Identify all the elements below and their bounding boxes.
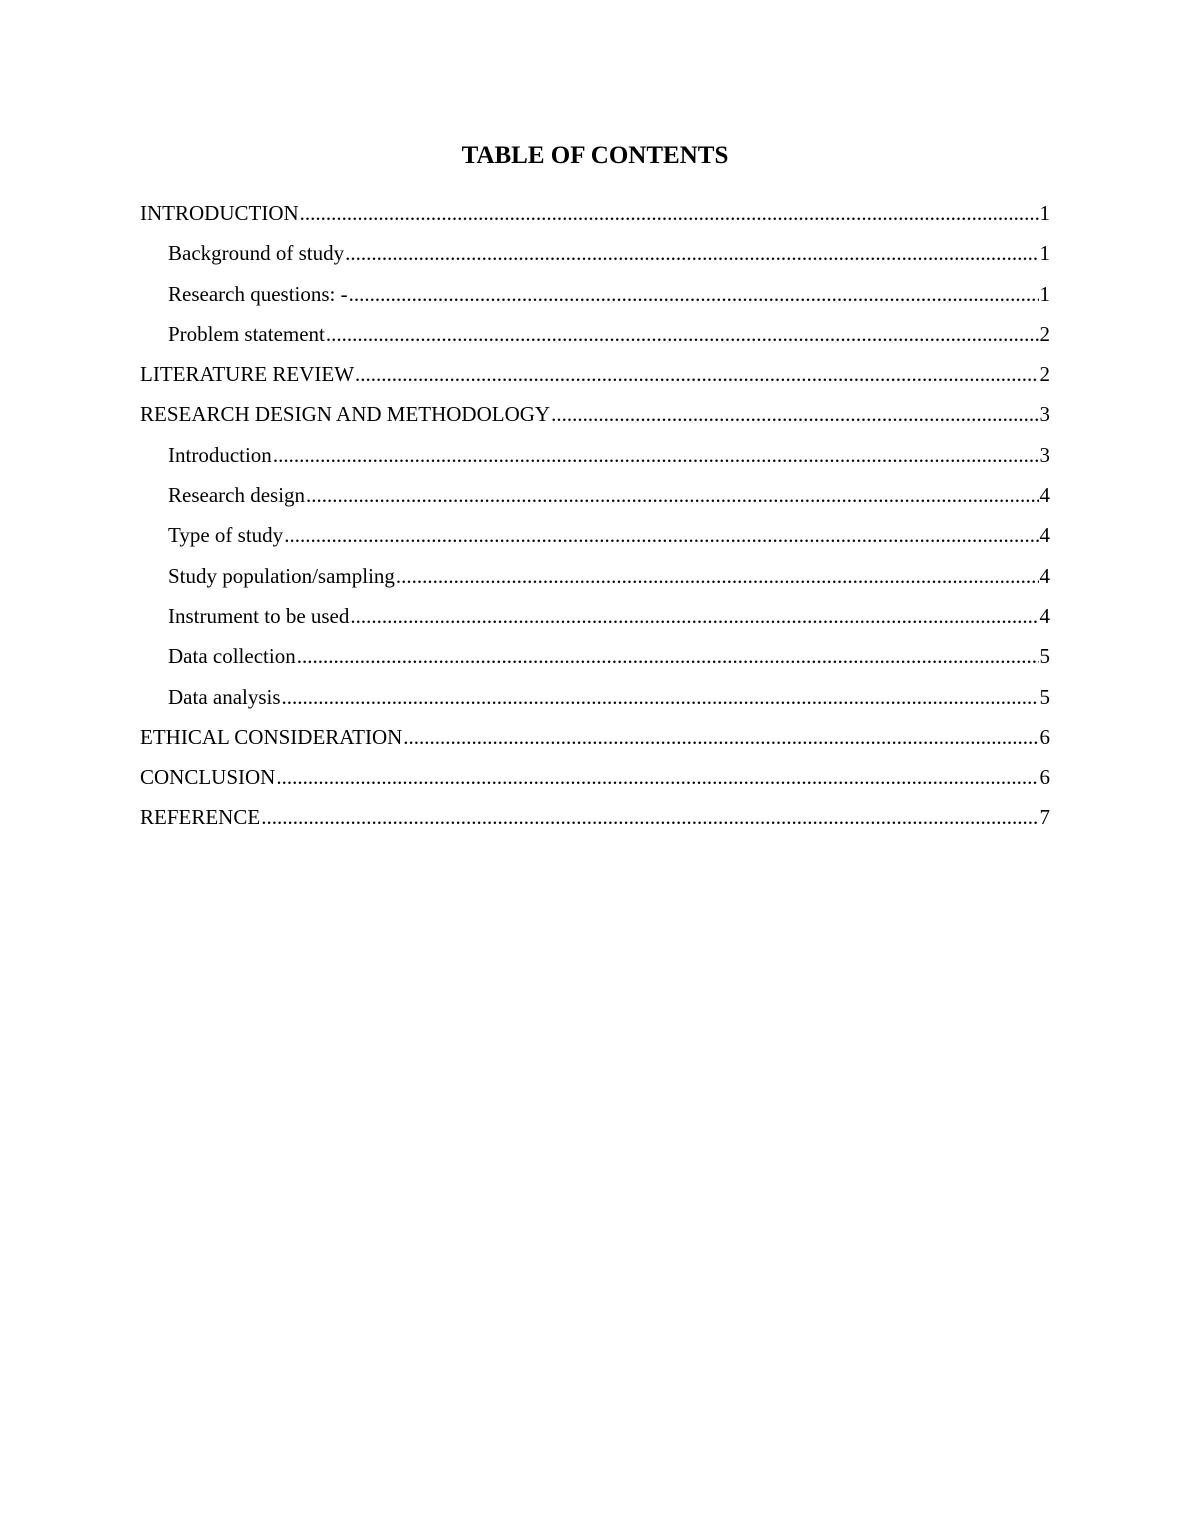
toc-list xyxy=(140,197,1050,842)
toc-page-number: 2 xyxy=(1039,321,1050,346)
toc-entry-label: Research questions: - xyxy=(168,281,348,306)
toc-entry-data-analysis[interactable] xyxy=(140,681,1050,721)
toc-dot-leader xyxy=(273,439,1039,471)
toc-page-number: 3 xyxy=(1039,442,1050,467)
toc-dot-leader xyxy=(350,600,1038,632)
toc-dot-leader xyxy=(345,237,1038,269)
toc-entry-research-design-and-methodology[interactable] xyxy=(140,398,1050,438)
toc-dot-leader xyxy=(355,358,1038,390)
toc-entry-literature-review[interactable] xyxy=(140,358,1050,398)
toc-entry-label: Introduction xyxy=(168,442,272,467)
toc-entry-problem-statement[interactable] xyxy=(140,318,1050,358)
toc-entry-label: Type of study xyxy=(168,523,284,548)
toc-entry-introduction-sub[interactable] xyxy=(140,439,1050,479)
toc-page-number: 1 xyxy=(1039,201,1050,225)
toc-dot-leader xyxy=(326,318,1039,350)
toc-entry-research-questions[interactable] xyxy=(140,278,1050,318)
toc-entry-label: Instrument to be used xyxy=(168,603,350,628)
toc-page-number: 4 xyxy=(1039,483,1050,508)
toc-dot-leader xyxy=(403,721,1038,753)
toc-dot-leader xyxy=(551,398,1038,430)
toc-page-number: 4 xyxy=(1039,563,1050,588)
toc-page-number: 4 xyxy=(1039,603,1050,628)
toc-dot-leader xyxy=(297,640,1039,672)
toc-dot-leader xyxy=(261,801,1038,833)
toc-page-number: 2 xyxy=(1039,362,1050,387)
toc-entry-data-collection[interactable] xyxy=(140,640,1050,680)
toc-entry-label: Data analysis xyxy=(168,684,281,709)
toc-page-number: 6 xyxy=(1039,765,1050,790)
toc-entry-label: INTRODUCTION xyxy=(140,201,299,225)
toc-dot-leader xyxy=(276,761,1038,793)
toc-entry-label: LITERATURE REVIEW xyxy=(140,362,355,387)
toc-entry-ethical-consideration[interactable] xyxy=(140,721,1050,761)
toc-entry-instrument-to-be-used[interactable] xyxy=(140,600,1050,640)
toc-entry-label: Data collection xyxy=(168,644,296,669)
toc-entry-type-of-study[interactable] xyxy=(140,519,1050,559)
toc-entry-label: RESEARCH DESIGN AND METHODOLOGY xyxy=(140,402,551,427)
toc-page-number: 1 xyxy=(1039,241,1050,266)
toc-entry-introduction[interactable] xyxy=(140,197,1050,237)
toc-entry-label: REFERENCE xyxy=(140,805,261,830)
toc-entry-research-design[interactable] xyxy=(140,479,1050,519)
toc-page-number: 7 xyxy=(1039,805,1050,830)
toc-entry-label: Background of study xyxy=(168,241,345,266)
toc-page-number: 5 xyxy=(1039,684,1050,709)
toc-dot-leader xyxy=(284,519,1038,551)
toc-entry-background-of-study[interactable] xyxy=(140,237,1050,277)
toc-entry-label: Research design xyxy=(168,483,306,508)
toc-dot-leader xyxy=(396,560,1039,592)
toc-dot-leader xyxy=(306,479,1038,511)
toc-page-number: 3 xyxy=(1039,402,1050,427)
toc-dot-leader xyxy=(349,278,1039,310)
toc-page-number: 4 xyxy=(1039,523,1050,548)
toc-page-number: 5 xyxy=(1039,644,1050,669)
toc-entry-label: Study population/sampling xyxy=(168,563,395,588)
toc-entry-conclusion[interactable] xyxy=(140,761,1050,801)
toc-title: TABLE OF CONTENTS xyxy=(461,142,729,169)
toc-page-number: 6 xyxy=(1039,724,1050,749)
toc-entry-label: ETHICAL CONSIDERATION xyxy=(140,724,403,749)
toc-dot-leader xyxy=(300,197,1039,229)
toc-page-number: 1 xyxy=(1039,281,1050,306)
toc-entry-label: Problem statement xyxy=(168,321,325,346)
toc-entry-label: CONCLUSION xyxy=(140,765,276,790)
toc-entry-study-population-sampling[interactable] xyxy=(140,560,1050,600)
toc-entry-reference[interactable] xyxy=(140,801,1050,841)
toc-dot-leader xyxy=(282,681,1039,713)
